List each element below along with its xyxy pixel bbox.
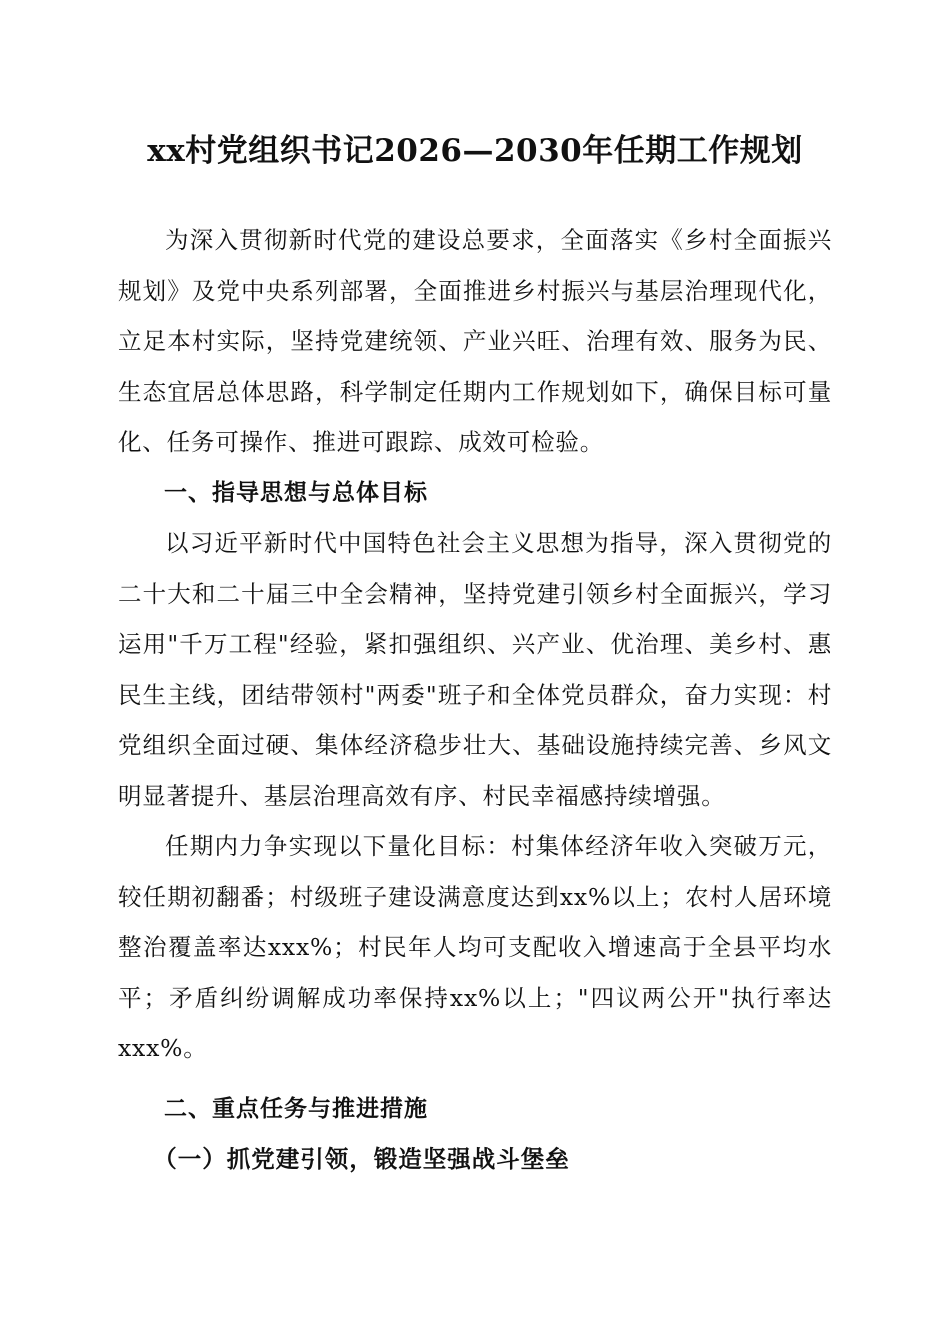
section-1-heading: 一、指导思想与总体目标 (164, 479, 428, 506)
guiding-ideology-paragraph: 以习近平新时代中国特色社会主义思想为指导，深入贯彻党的二十大和二十届三中全会精神，坚持党建引领乡村全面振兴，学习运用"千万工程"经验，紧扣强组织、兴产业、优治理、美乡村、惠民生主线，团结带领村"两委"班子和全体党员群众，奋力实现：村党组织全面过硬、集体经济稳步壮大、基础设施持续完善、乡风文明显著提升、基层治理高效有序、村民幸福感持续增强。 (118, 529, 832, 810)
subsection-1-heading: （一）抓党建引领，锻造坚强战斗堡垒 (153, 1145, 570, 1174)
quantified-goals-paragraph: 任期内力争实现以下量化目标：村集体经济年收入突破万元，较任期初翻番；村级班子建设满意度达到xx%以上；农村人居环境整治覆盖率达xxx%；村民年人均可支配收入增速高于全县平均水平；矛盾纠纷调解成功率保持xx%以上；"四议两公开"执行率达xxx%。 (118, 832, 832, 1063)
intro-paragraph: 为深入贯彻新时代党的建设总要求，全面落实《乡村全面振兴规划》及党中央系列部署，全面推进乡村振兴与基层治理现代化，立足本村实际，坚持党建统领、产业兴旺、治理有效、服务为民、生态宜居总体思路，科学制定任期内工作规划如下，确保目标可量化、任务可操作、推进可跟踪、成效可检验。 (118, 226, 832, 457)
document-title: xx村党组织书记2026—2030年任期工作规划 (147, 133, 803, 169)
section-2-heading: 二、重点任务与推进措施 (164, 1095, 428, 1122)
